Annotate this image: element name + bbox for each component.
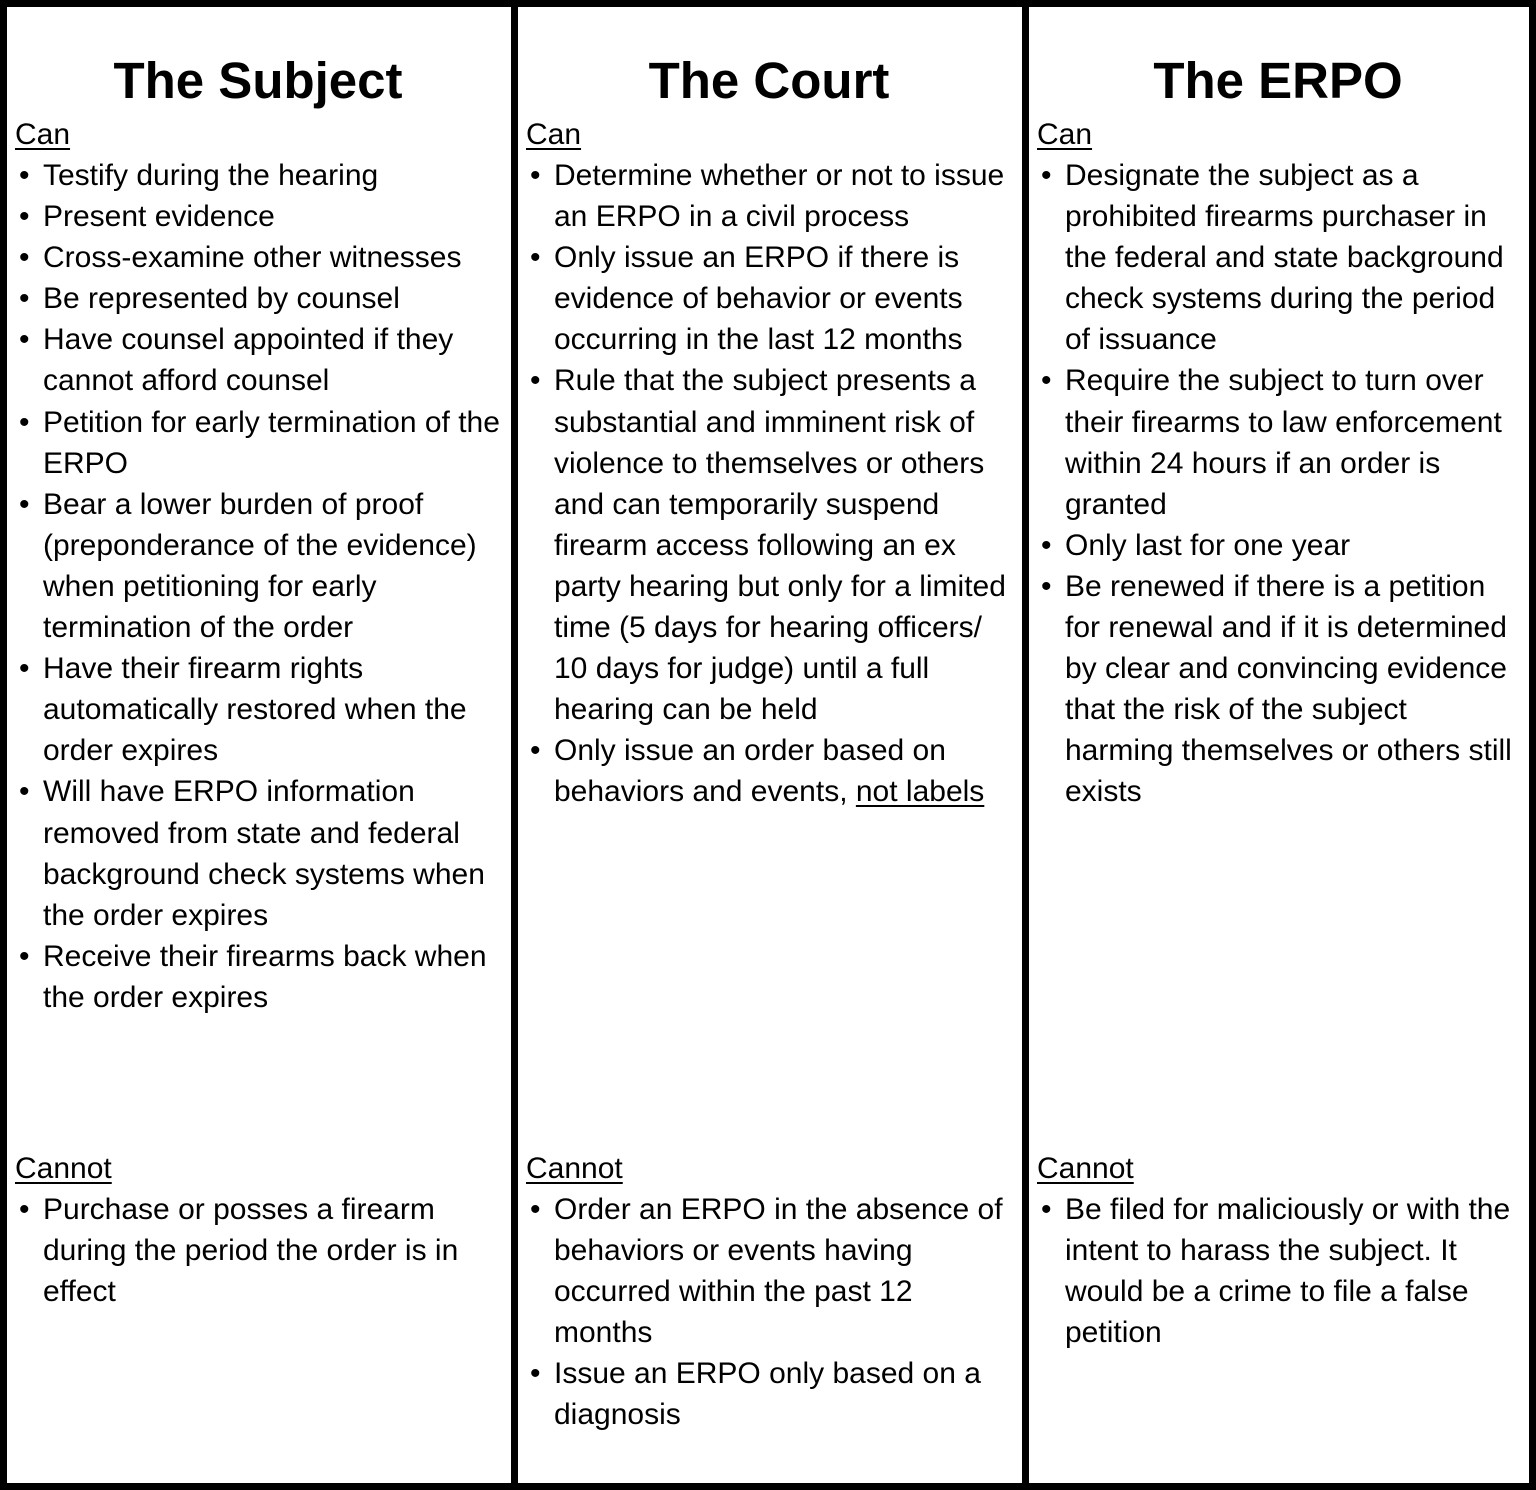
can-label: Can xyxy=(1037,118,1093,151)
list-item: • Only issue an order based on behaviors and events, not labels xyxy=(530,734,985,809)
list-item: • Rule that the subject presents a substantial and imminent risk of violence to themselves or others and can temporarily suspend firearm access following an ex party hearing but only for a limited time (5 days for hearing officers/ 10 days for judge) until a full hearing can be held xyxy=(530,364,1006,727)
list-item: • Determine whether or not to issue an ERPO in a civil process xyxy=(530,159,1005,234)
list-item: • Be represented by counsel xyxy=(19,282,400,316)
can-list xyxy=(526,155,1012,813)
cannot-section xyxy=(15,1148,505,1312)
list-item: • Petition for early termination of the ERPO xyxy=(19,405,500,480)
list-item: • Testify during the hearing xyxy=(19,159,379,192)
list-item: • Bear a lower burden of proof (preponderance of the evidence) when petitioning for early termination of the order xyxy=(19,487,477,645)
list-item: • Order an ERPO in the absence of behaviors or events having occurred within the past 12 months xyxy=(530,1193,1003,1350)
column-erpo xyxy=(1022,7,1529,1483)
cannot-label: Cannot xyxy=(526,1152,623,1185)
list-item: • Receive their firearms back when the order expires xyxy=(19,939,487,1014)
cannot-label: Cannot xyxy=(1037,1152,1134,1185)
cannot-list xyxy=(526,1189,1016,1436)
list-item: • Have their firearm rights automatically restored when the order expires xyxy=(19,652,467,768)
list-item: • Only last for one year xyxy=(1041,528,1351,562)
list-item: • Require the subject to turn over their firearms to law enforcement within 24 hours if an order is granted xyxy=(1041,364,1502,521)
cannot-label: Cannot xyxy=(15,1152,112,1185)
can-label: Can xyxy=(15,118,71,151)
column-subject xyxy=(7,7,511,1483)
list-item: • Be renewed if there is a petition for renewal and if it is determined by clear and convincing evidence that the risk of the subject harming themselves or others still exists xyxy=(1041,569,1512,809)
column-title: The ERPO xyxy=(1153,52,1403,109)
list-item: • Designate the subject as a prohibited firearms purchaser in the federal and state background check systems during the period of issuance xyxy=(1041,159,1504,357)
cannot-section xyxy=(526,1148,1016,1436)
list-item: • Present evidence xyxy=(19,200,275,234)
can-list xyxy=(15,155,501,1018)
cannot-list xyxy=(15,1189,505,1312)
cannot-section xyxy=(1037,1148,1523,1353)
can-label: Can xyxy=(526,118,582,151)
column-court xyxy=(511,7,1022,1483)
underlined-emphasis: not labels xyxy=(855,775,985,809)
cannot-list xyxy=(1037,1189,1523,1353)
list-item: • Will have ERPO information removed from state and federal background check systems when the order expires xyxy=(19,775,485,932)
can-list xyxy=(1037,155,1519,813)
column-title: The Court xyxy=(648,52,890,109)
list-item: • Only issue an ERPO if there is evidence of behavior or events occurring in the last 12 months xyxy=(530,241,963,357)
column-title: The Subject xyxy=(113,52,403,109)
list-item: • Have counsel appointed if they cannot afford counsel xyxy=(19,323,454,398)
list-item: • Be filed for maliciously or with the intent to harass the subject. It would be a crime to file a false petition xyxy=(1041,1193,1511,1350)
list-item: • Issue an ERPO only based on a diagnosis xyxy=(530,1357,981,1432)
list-item: • Purchase or posses a firearm during the period the order is in effect xyxy=(19,1193,459,1309)
list-item: • Cross-examine other witnesses xyxy=(19,241,462,275)
